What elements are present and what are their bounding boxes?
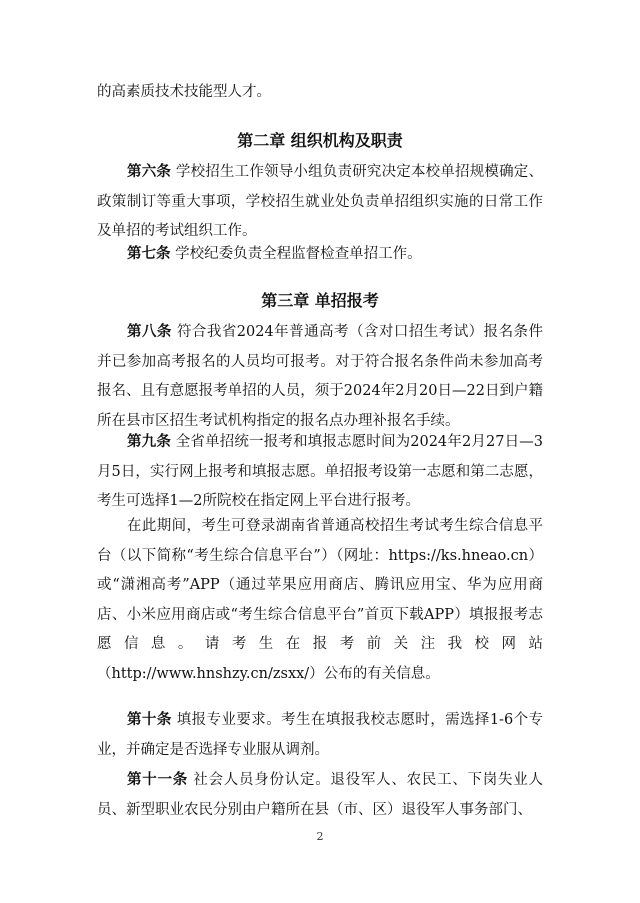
article-8-paragraph bbox=[97, 318, 543, 436]
article-10-label: 第十条 bbox=[127, 712, 172, 728]
page-number: 2 bbox=[316, 830, 324, 843]
article-7-label: 第七条 bbox=[127, 246, 171, 262]
article-9-detail-paragraph bbox=[97, 512, 543, 689]
article-8-text: 符合我省2024年普通高考（含对口招生考试）报名条件并已参加高考报名的人员均可报考。对于符合报名条件尚未参加高考报名、且有意愿报考单招的人员，须于2024年2月20日—22日到户籍所在县市区招生考试机构指定的报名点办理补报名手续。 bbox=[97, 324, 544, 429]
article-11-paragraph bbox=[97, 766, 543, 825]
article-6-paragraph bbox=[97, 158, 543, 247]
article-9-paragraph bbox=[97, 428, 543, 517]
article-9-text: 全省单招统一报考和填报志愿时间为2024年2月27日—3月5日，实行网上报考和填报志愿。单招报考设第一志愿和第二志愿，考生可选择1—2所院校在指定网上平台进行报考。 bbox=[97, 434, 544, 509]
article-7-text: 学校纪委负责全程监督检查单招工作。 bbox=[170, 246, 422, 262]
chapter-3-heading: 第三章 单招报考 bbox=[261, 291, 379, 310]
school-website-link[interactable]: http://www.hnshzy.cn/zsxx/ bbox=[111, 665, 310, 682]
article-11-text: 社会人员身份认定。退役军人、农民工、下岗失业人员、新型职业农民分别由户籍所在县（市、区）退役军人事务部门、 bbox=[97, 772, 544, 818]
article-11-label: 第十一条 bbox=[127, 772, 188, 788]
article-9-detail-tail: ）公布的有关信息。 bbox=[309, 665, 440, 682]
intro-tail-paragraph: 的高素质技术技能型人才。 bbox=[97, 84, 271, 100]
article-6-label: 第六条 bbox=[127, 164, 172, 180]
article-8-label: 第八条 bbox=[127, 324, 172, 340]
article-9-label: 第九条 bbox=[127, 434, 171, 450]
article-6-text: 学校招生工作领导小组负责研究决定本校单招规模确定、政策制订等重大事项，学校招生就业处负责单招组织实施的日常工作及单招的考试组织工作。 bbox=[97, 164, 543, 239]
article-10-text: 填报专业要求。考生在填报我校志愿时，需选择1-6个专业，并确定是否选择专业服从调剂。 bbox=[97, 712, 543, 758]
chapter-2-heading: 第二章 组织机构及职责 bbox=[237, 131, 403, 150]
article-7-paragraph bbox=[97, 240, 543, 270]
article-9-detail-text: 在此期间，考生可登录湖南省普通高校招生考试考生综合信息平台（以下简称“考生综合信息平台”）（网址：https://ks.hneao.cn）或“潇湘高考”APP（通过苹果应用商店、腾讯应用宝、华为应用商店、小米应用商店或“考生综合信息平台”首页下载APP）填报报考志愿信息。请考生在报考前关注我校网站（ bbox=[97, 518, 543, 682]
article-10-paragraph bbox=[97, 706, 543, 765]
